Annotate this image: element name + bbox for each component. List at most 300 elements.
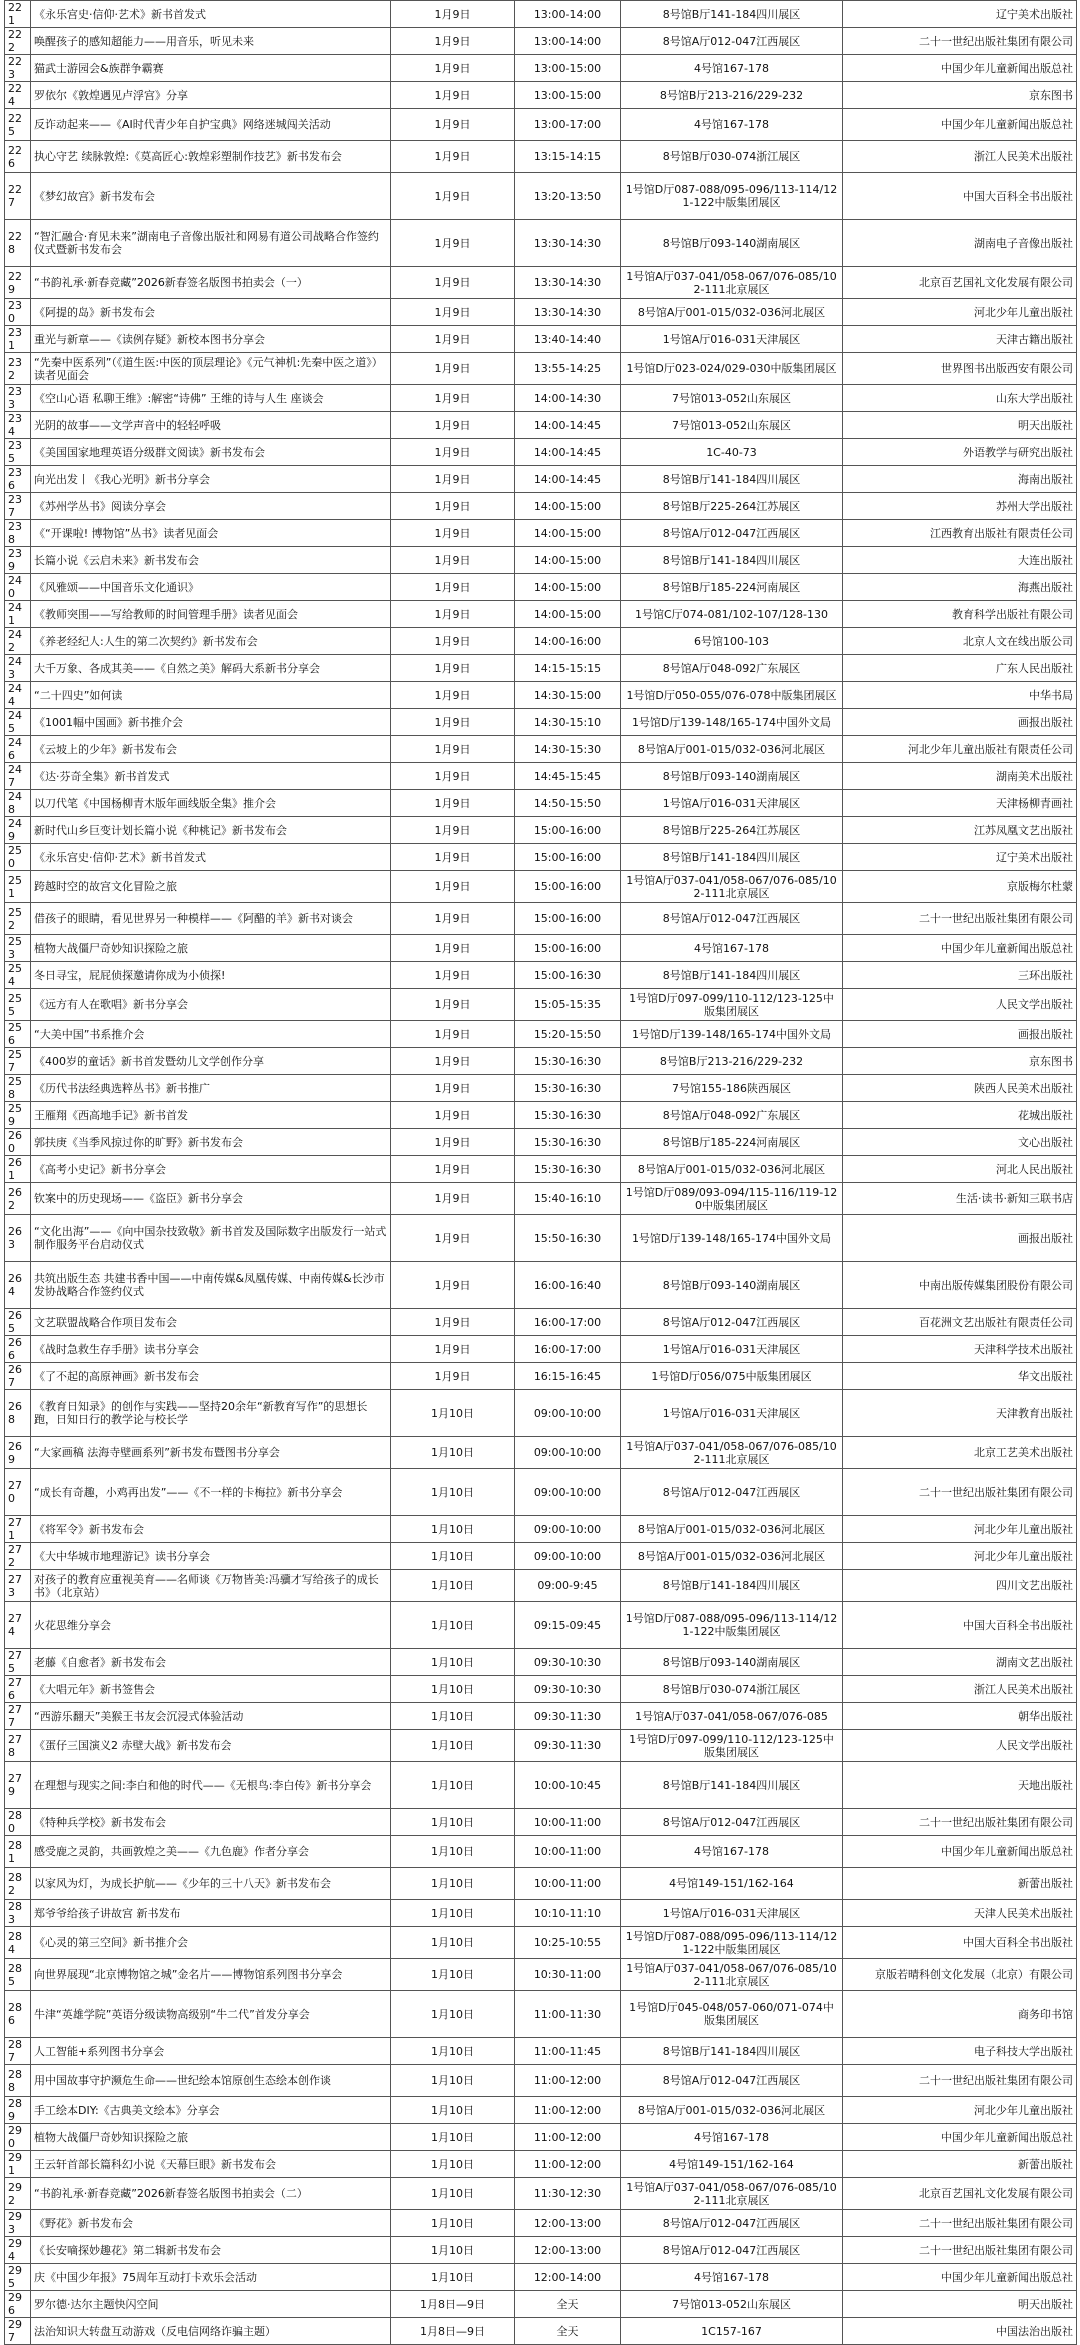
event-date: 1月10日 <box>391 1543 515 1570</box>
event-time: 10:10-11:10 <box>515 1900 621 1927</box>
table-row <box>5 1927 1077 1959</box>
event-title: 《了不起的高原神画》新书发布会 <box>31 1363 391 1390</box>
table-row <box>5 412 1077 439</box>
table-row <box>5 2151 1077 2178</box>
event-publisher: 江苏凤凰文艺出版社 <box>843 817 1077 844</box>
event-date: 1月10日 <box>391 1602 515 1649</box>
event-venue: 1号馆A厅016-031天津展区 <box>621 1336 843 1363</box>
event-venue: 8号馆B厅030-074浙江展区 <box>621 141 843 173</box>
event-date: 1月9日 <box>391 1215 515 1262</box>
event-time: 15:30-16:30 <box>515 1129 621 1156</box>
event-time: 14:00-16:00 <box>515 628 621 655</box>
event-title: 《战时急救生存手册》读书分享会 <box>31 1336 391 1363</box>
event-date: 1月9日 <box>391 817 515 844</box>
event-title: 唤醒孩子的感知超能力——用音乐，听见未来 <box>31 28 391 55</box>
event-venue: 8号馆B厅141-184四川展区 <box>621 466 843 493</box>
event-publisher: 人民文学出版社 <box>843 1730 1077 1762</box>
row-number: 244 <box>5 682 31 709</box>
row-number: 235 <box>5 439 31 466</box>
table-row <box>5 736 1077 763</box>
event-venue: 1号馆D厅023-024/029-030中版集团展区 <box>621 353 843 385</box>
event-time: 14:00-14:45 <box>515 466 621 493</box>
event-publisher: 北京百艺国礼文化发展有限公司 <box>843 267 1077 299</box>
table-row <box>5 220 1077 267</box>
table-row <box>5 173 1077 220</box>
event-time: 14:00-15:00 <box>515 601 621 628</box>
event-venue: 8号馆B厅141-184四川展区 <box>621 547 843 574</box>
event-publisher: 画报出版社 <box>843 709 1077 736</box>
table-row <box>5 2097 1077 2124</box>
table-row <box>5 1900 1077 1927</box>
event-publisher: 广东人民出版社 <box>843 655 1077 682</box>
event-time: 09:30-10:30 <box>515 1649 621 1676</box>
event-publisher: 京版若晴科创文化发展（北京）有限公司 <box>843 1959 1077 1991</box>
event-publisher: 人民文学出版社 <box>843 989 1077 1021</box>
event-publisher: 河北少年儿童出版社 <box>843 299 1077 326</box>
row-number: 277 <box>5 1703 31 1730</box>
event-publisher: 中国大百科全书出版社 <box>843 1602 1077 1649</box>
event-date: 1月10日 <box>391 1991 515 2038</box>
event-publisher: 世界图书出版西安有限公司 <box>843 353 1077 385</box>
event-publisher: 江西教育出版社有限责任公司 <box>843 520 1077 547</box>
event-date: 1月9日 <box>391 82 515 109</box>
event-title: 《教师突围——写给教师的时间管理手册》读者见面会 <box>31 601 391 628</box>
event-time: 15:30-16:30 <box>515 1075 621 1102</box>
event-title: 老藤《自愈者》新书发布会 <box>31 1649 391 1676</box>
event-title: “文化出海”——《向中国杂技致敬》新书首发及国际数字出版发行一站式制作服务平台启动仪式 <box>31 1215 391 1262</box>
table-row <box>5 1809 1077 1836</box>
event-date: 1月9日 <box>391 28 515 55</box>
event-publisher: 中南出版传媒集团股份有限公司 <box>843 1262 1077 1309</box>
row-number: 293 <box>5 2210 31 2237</box>
event-date: 1月9日 <box>391 326 515 353</box>
event-date: 1月9日 <box>391 299 515 326</box>
table-row <box>5 466 1077 493</box>
event-date: 1月10日 <box>391 1762 515 1809</box>
row-number: 233 <box>5 385 31 412</box>
event-title: 《心灵的第三空间》新书推介会 <box>31 1927 391 1959</box>
event-publisher: 山东大学出版社 <box>843 385 1077 412</box>
table-row <box>5 817 1077 844</box>
event-date: 1月9日 <box>391 109 515 141</box>
event-time: 16:00-16:40 <box>515 1262 621 1309</box>
event-publisher: 画报出版社 <box>843 1021 1077 1048</box>
event-venue: 8号馆B厅141-184四川展区 <box>621 844 843 871</box>
event-time: 09:00-10:00 <box>515 1543 621 1570</box>
event-date: 1月10日 <box>391 1390 515 1437</box>
row-number: 223 <box>5 55 31 82</box>
row-number: 291 <box>5 2151 31 2178</box>
event-time: 13:40-14:40 <box>515 326 621 353</box>
event-venue: 6号馆100-103 <box>621 628 843 655</box>
event-title: 《野花》新书发布会 <box>31 2210 391 2237</box>
row-number: 270 <box>5 1469 31 1516</box>
table-row <box>5 267 1077 299</box>
event-venue: 1号馆D厅139-148/165-174中国外文局 <box>621 1215 843 1262</box>
table-row <box>5 547 1077 574</box>
event-title: “二十四史”如何读 <box>31 682 391 709</box>
row-number: 231 <box>5 326 31 353</box>
row-number: 258 <box>5 1075 31 1102</box>
row-number: 265 <box>5 1309 31 1336</box>
row-number: 238 <box>5 520 31 547</box>
event-title: 《养老经纪人:人生的第二次契约》新书发布会 <box>31 628 391 655</box>
table-row <box>5 299 1077 326</box>
event-publisher: 二十一世纪出版社集团有限公司 <box>843 2065 1077 2097</box>
event-title: “大美中国”书系推介会 <box>31 1021 391 1048</box>
event-date: 1月10日 <box>391 2264 515 2291</box>
row-number: 269 <box>5 1437 31 1469</box>
event-title: 以刀代笔《中国杨柳青木版年画线版全集》推介会 <box>31 790 391 817</box>
event-venue: 1号馆D厅045-048/057-060/071-074中版集团展区 <box>621 1991 843 2038</box>
table-row <box>5 2237 1077 2264</box>
table-row <box>5 385 1077 412</box>
event-venue: 8号馆A厅012-047江西展区 <box>621 1469 843 1516</box>
event-title: 罗尔德·达尔主题快闪空间 <box>31 2291 391 2318</box>
event-publisher: 二十一世纪出版社集团有限公司 <box>843 1809 1077 1836</box>
event-publisher: 中国少年儿童新闻出版总社 <box>843 55 1077 82</box>
event-publisher: 电子科技大学出版社 <box>843 2038 1077 2065</box>
table-row <box>5 763 1077 790</box>
table-row <box>5 109 1077 141</box>
event-time: 14:30-15:00 <box>515 682 621 709</box>
event-date: 1月10日 <box>391 1649 515 1676</box>
event-date: 1月9日 <box>391 353 515 385</box>
row-number: 285 <box>5 1959 31 1991</box>
event-venue: 4号馆167-178 <box>621 109 843 141</box>
table-row <box>5 1516 1077 1543</box>
event-title: 《蛋仔三国演义2 赤壁大战》新书发布会 <box>31 1730 391 1762</box>
event-publisher: 天津古籍出版社 <box>843 326 1077 353</box>
event-venue: 1号馆D厅087-088/095-096/113-114/121-122中版集团展区 <box>621 173 843 220</box>
event-venue: 1号馆A厅016-031天津展区 <box>621 1390 843 1437</box>
event-date: 1月9日 <box>391 547 515 574</box>
event-venue: 8号馆B厅141-184四川展区 <box>621 1 843 28</box>
event-venue: 8号馆B厅093-140湖南展区 <box>621 220 843 267</box>
event-publisher: 商务印书馆 <box>843 1991 1077 2038</box>
event-venue: 1号馆A厅037-041/058-067/076-085 <box>621 1703 843 1730</box>
table-row <box>5 1 1077 28</box>
event-title: 执心守艺 续脉敦煌:《莫高匠心:敦煌彩塑制作技艺》新书发布会 <box>31 141 391 173</box>
event-venue: 1号馆D厅056/075中版集团展区 <box>621 1363 843 1390</box>
event-title: 文艺联盟战略合作项目发布会 <box>31 1309 391 1336</box>
table-row <box>5 2210 1077 2237</box>
table-row <box>5 601 1077 628</box>
table-row <box>5 628 1077 655</box>
event-date: 1月10日 <box>391 2038 515 2065</box>
row-number: 268 <box>5 1390 31 1437</box>
event-venue: 4号馆149-151/162-164 <box>621 2151 843 2178</box>
event-venue: 1号馆A厅016-031天津展区 <box>621 326 843 353</box>
table-row <box>5 1215 1077 1262</box>
event-venue: 8号馆A厅012-047江西展区 <box>621 520 843 547</box>
event-time: 09:15-09:45 <box>515 1602 621 1649</box>
event-title: “先秦中医系列”（《道生医:中医的顶层理论》《元气神机:先秦中医之道》）读者见面会 <box>31 353 391 385</box>
event-publisher: 画报出版社 <box>843 1215 1077 1262</box>
event-publisher: 二十一世纪出版社集团有限公司 <box>843 28 1077 55</box>
row-number: 281 <box>5 1836 31 1868</box>
event-publisher: 二十一世纪出版社集团有限公司 <box>843 1469 1077 1516</box>
event-time: 16:00-17:00 <box>515 1336 621 1363</box>
table-row <box>5 1762 1077 1809</box>
event-venue: 8号馆B厅225-264江苏展区 <box>621 493 843 520</box>
table-row <box>5 1703 1077 1730</box>
event-venue: 8号馆B厅185-224河南展区 <box>621 1129 843 1156</box>
event-venue: 8号馆A厅001-015/032-036河北展区 <box>621 2097 843 2124</box>
event-publisher: 天津杨柳青画社 <box>843 790 1077 817</box>
event-time: 14:00-14:30 <box>515 385 621 412</box>
row-number: 240 <box>5 574 31 601</box>
event-title: 《大唱元年》新书签售会 <box>31 1676 391 1703</box>
row-number: 236 <box>5 466 31 493</box>
event-venue: 1号馆A厅037-041/058-067/076-085/102-111北京展区 <box>621 871 843 903</box>
event-venue: 8号馆A厅001-015/032-036河北展区 <box>621 736 843 763</box>
table-row <box>5 2124 1077 2151</box>
table-row <box>5 935 1077 962</box>
event-publisher: 辽宁美术出版社 <box>843 1 1077 28</box>
row-number: 250 <box>5 844 31 871</box>
row-number: 263 <box>5 1215 31 1262</box>
event-date: 1月9日 <box>391 220 515 267</box>
event-title: 新时代山乡巨变计划长篇小说《种桃记》新书发布会 <box>31 817 391 844</box>
table-row <box>5 493 1077 520</box>
row-number: 278 <box>5 1730 31 1762</box>
event-time: 12:00-14:00 <box>515 2264 621 2291</box>
event-publisher: 京东图书 <box>843 1048 1077 1075</box>
event-time: 11:00-11:45 <box>515 2038 621 2065</box>
event-title: 王云轩首部长篇科幻小说《天幕巨眼》新书发布会 <box>31 2151 391 2178</box>
row-number: 243 <box>5 655 31 682</box>
event-venue: 8号馆A厅001-015/032-036河北展区 <box>621 1516 843 1543</box>
table-row <box>5 439 1077 466</box>
table-row <box>5 1183 1077 1215</box>
event-date: 1月10日 <box>391 1570 515 1602</box>
row-number: 229 <box>5 267 31 299</box>
event-time: 15:00-16:00 <box>515 817 621 844</box>
event-publisher: 天津科学技术出版社 <box>843 1336 1077 1363</box>
event-venue: 8号馆A厅001-015/032-036河北展区 <box>621 1156 843 1183</box>
event-time: 15:20-15:50 <box>515 1021 621 1048</box>
event-venue: 1号馆D厅139-148/165-174中国外文局 <box>621 709 843 736</box>
event-venue: 1号馆D厅087-088/095-096/113-114/121-122中版集团展区 <box>621 1602 843 1649</box>
event-venue: 8号馆A厅012-047江西展区 <box>621 1309 843 1336</box>
table-row <box>5 1959 1077 1991</box>
event-title: 《教育日知录》的创作与实践——坚持20余年“新教育写作”的思想长跑，日知日行的教学论与校长学 <box>31 1390 391 1437</box>
row-number: 264 <box>5 1262 31 1309</box>
event-publisher: 海燕出版社 <box>843 574 1077 601</box>
event-venue: 8号馆A厅012-047江西展区 <box>621 28 843 55</box>
event-title: 郭扶庚《当季风掠过你的旷野》新书发布会 <box>31 1129 391 1156</box>
event-time: 11:30-12:30 <box>515 2178 621 2210</box>
event-time: 14:50-15:50 <box>515 790 621 817</box>
event-title: 以家风为灯，为成长护航——《少年的三十八天》新书发布会 <box>31 1868 391 1900</box>
event-publisher: 湖南电子音像出版社 <box>843 220 1077 267</box>
row-number: 271 <box>5 1516 31 1543</box>
row-number: 266 <box>5 1336 31 1363</box>
event-title: 《远方有人在歌唱》新书分享会 <box>31 989 391 1021</box>
event-time: 10:00-11:00 <box>515 1809 621 1836</box>
event-date: 1月9日 <box>391 520 515 547</box>
table-row <box>5 2065 1077 2097</box>
event-title: 《达·芬奇全集》新书首发式 <box>31 763 391 790</box>
event-publisher: 辽宁美术出版社 <box>843 844 1077 871</box>
event-title: “书韵礼承·新春竞藏”2026新春签名版图书拍卖会（一） <box>31 267 391 299</box>
event-time: 09:00-10:00 <box>515 1516 621 1543</box>
event-publisher: 河北少年儿童出版社 <box>843 1516 1077 1543</box>
event-venue: 7号馆013-052山东展区 <box>621 412 843 439</box>
event-date: 1月9日 <box>391 141 515 173</box>
row-number: 241 <box>5 601 31 628</box>
event-publisher: 浙江人民美术出版社 <box>843 1676 1077 1703</box>
event-publisher: 浙江人民美术出版社 <box>843 141 1077 173</box>
event-venue: 7号馆155-186陕西展区 <box>621 1075 843 1102</box>
row-number: 284 <box>5 1927 31 1959</box>
event-date: 1月9日 <box>391 709 515 736</box>
row-number: 292 <box>5 2178 31 2210</box>
table-row <box>5 989 1077 1021</box>
event-date: 1月9日 <box>391 601 515 628</box>
row-number: 261 <box>5 1156 31 1183</box>
event-time: 14:45-15:45 <box>515 763 621 790</box>
row-number: 237 <box>5 493 31 520</box>
event-publisher: 百花洲文艺出版社有限责任公司 <box>843 1309 1077 1336</box>
event-date: 1月9日 <box>391 763 515 790</box>
event-publisher: 北京百艺国礼文化发展有限公司 <box>843 2178 1077 2210</box>
row-number: 287 <box>5 2038 31 2065</box>
event-date: 1月9日 <box>391 903 515 935</box>
event-date: 1月9日 <box>391 935 515 962</box>
row-number: 248 <box>5 790 31 817</box>
event-date: 1月10日 <box>391 2097 515 2124</box>
event-title: 向世界展现“北京博物馆之城”金名片——博物馆系列图书分享会 <box>31 1959 391 1991</box>
table-row <box>5 1649 1077 1676</box>
event-publisher: 四川文艺出版社 <box>843 1570 1077 1602</box>
event-publisher: 二十一世纪出版社集团有限公司 <box>843 903 1077 935</box>
event-title: 《1001幅中国画》新书推介会 <box>31 709 391 736</box>
event-title: 《梦幻故宫》新书发布会 <box>31 173 391 220</box>
event-title: 庆《中国少年报》75周年互动打卡欢乐会活动 <box>31 2264 391 2291</box>
table-row <box>5 1602 1077 1649</box>
table-row <box>5 790 1077 817</box>
table-row <box>5 1363 1077 1390</box>
event-title: 跨越时空的故宫文化冒险之旅 <box>31 871 391 903</box>
event-venue: 4号馆167-178 <box>621 55 843 82</box>
event-date: 1月10日 <box>391 1809 515 1836</box>
event-venue: 8号馆A厅012-047江西展区 <box>621 2210 843 2237</box>
event-time: 15:00-16:00 <box>515 903 621 935</box>
event-publisher: 中国少年儿童新闻出版总社 <box>843 1836 1077 1868</box>
event-publisher: 北京人文在线出版公司 <box>843 628 1077 655</box>
event-venue: 4号馆167-178 <box>621 2124 843 2151</box>
event-time: 16:00-17:00 <box>515 1309 621 1336</box>
event-publisher: 中国少年儿童新闻出版总社 <box>843 109 1077 141</box>
event-time: 09:00-10:00 <box>515 1437 621 1469</box>
event-title: 重光与新章——《读例存疑》新校本图书分享会 <box>31 326 391 353</box>
event-venue: 1号馆A厅037-041/058-067/076-085/102-111北京展区 <box>621 2178 843 2210</box>
event-title: 光阴的故事——文学声音中的轻轻呼吸 <box>31 412 391 439</box>
event-time: 15:00-16:00 <box>515 935 621 962</box>
event-publisher: 二十一世纪出版社集团有限公司 <box>843 2237 1077 2264</box>
event-time: 10:00-11:00 <box>515 1868 621 1900</box>
event-title: 《将军令》新书发布会 <box>31 1516 391 1543</box>
event-publisher: 湖南文艺出版社 <box>843 1649 1077 1676</box>
row-number: 286 <box>5 1991 31 2038</box>
row-number: 294 <box>5 2237 31 2264</box>
table-row <box>5 353 1077 385</box>
event-venue: 1C-40-73 <box>621 439 843 466</box>
event-venue: 8号馆A厅012-047江西展区 <box>621 1809 843 1836</box>
row-number: 280 <box>5 1809 31 1836</box>
event-time: 15:30-16:30 <box>515 1156 621 1183</box>
event-publisher: 河北少年儿童出版社 <box>843 1543 1077 1570</box>
row-number: 282 <box>5 1868 31 1900</box>
event-time: 15:50-16:30 <box>515 1215 621 1262</box>
event-date: 1月9日 <box>391 439 515 466</box>
row-number: 251 <box>5 871 31 903</box>
event-date: 1月10日 <box>391 1703 515 1730</box>
event-venue: 8号馆B厅213-216/229-232 <box>621 82 843 109</box>
event-publisher: 中华书局 <box>843 682 1077 709</box>
event-publisher: 京东图书 <box>843 82 1077 109</box>
event-title: 法治知识大转盘互动游戏（反电信网络诈骗主题） <box>31 2318 391 2345</box>
event-date: 1月9日 <box>391 1 515 28</box>
event-title: 《美国国家地理英语分级群文阅读》新书发布会 <box>31 439 391 466</box>
row-number: 225 <box>5 109 31 141</box>
row-number: 273 <box>5 1570 31 1602</box>
event-venue: 8号馆B厅141-184四川展区 <box>621 962 843 989</box>
event-time: 11:00-12:00 <box>515 2124 621 2151</box>
event-venue: 1号馆A厅037-041/058-067/076-085/102-111北京展区 <box>621 1437 843 1469</box>
event-publisher: 中国少年儿童新闻出版总社 <box>843 2264 1077 2291</box>
event-title: 共筑出版生态 共建书香中国——中南传媒&凤凰传媒、中南传媒&长沙市发协战略合作签约仪式 <box>31 1262 391 1309</box>
event-date: 1月9日 <box>391 173 515 220</box>
event-publisher: 苏州大学出版社 <box>843 493 1077 520</box>
row-number: 247 <box>5 763 31 790</box>
table-row <box>5 574 1077 601</box>
event-title: 钦案中的历史现场——《盗臣》新书分享会 <box>31 1183 391 1215</box>
event-title: 对孩子的教育应重视美育——名师谈《万物皆美:冯骥才写给孩子的成长书》（北京站） <box>31 1570 391 1602</box>
event-time: 13:15-14:15 <box>515 141 621 173</box>
event-date: 1月10日 <box>391 2065 515 2097</box>
event-date: 1月9日 <box>391 682 515 709</box>
event-title: 火花思维分享会 <box>31 1602 391 1649</box>
event-date: 1月9日 <box>391 385 515 412</box>
event-time: 13:30-14:30 <box>515 299 621 326</box>
event-title: 植物大战僵尸奇妙知识探险之旅 <box>31 2124 391 2151</box>
event-publisher: 中国少年儿童新闻出版总社 <box>843 2124 1077 2151</box>
row-number: 230 <box>5 299 31 326</box>
event-date: 1月9日 <box>391 736 515 763</box>
event-venue: 8号馆B厅093-140湖南展区 <box>621 763 843 790</box>
event-title: 《空山心语 私聊王维》:解密“诗佛” 王维的诗与人生 座谈会 <box>31 385 391 412</box>
event-title: 牛津“英雄学院”英语分级读物高级别“牛二代”首发分享会 <box>31 1991 391 2038</box>
event-publisher: 海南出版社 <box>843 466 1077 493</box>
event-date: 1月9日 <box>391 493 515 520</box>
row-number: 227 <box>5 173 31 220</box>
event-time: 13:00-17:00 <box>515 109 621 141</box>
event-date: 1月10日 <box>391 1730 515 1762</box>
event-time: 14:00-14:45 <box>515 439 621 466</box>
row-number: 228 <box>5 220 31 267</box>
event-venue: 8号馆B厅093-140湖南展区 <box>621 1649 843 1676</box>
event-publisher: 湖南美术出版社 <box>843 763 1077 790</box>
row-number: 232 <box>5 353 31 385</box>
event-venue: 4号馆167-178 <box>621 935 843 962</box>
event-title: “西游乐翻天”美猴王书友会沉浸式体验活动 <box>31 1703 391 1730</box>
event-date: 1月9日 <box>391 466 515 493</box>
table-row <box>5 2318 1077 2345</box>
row-number: 260 <box>5 1129 31 1156</box>
